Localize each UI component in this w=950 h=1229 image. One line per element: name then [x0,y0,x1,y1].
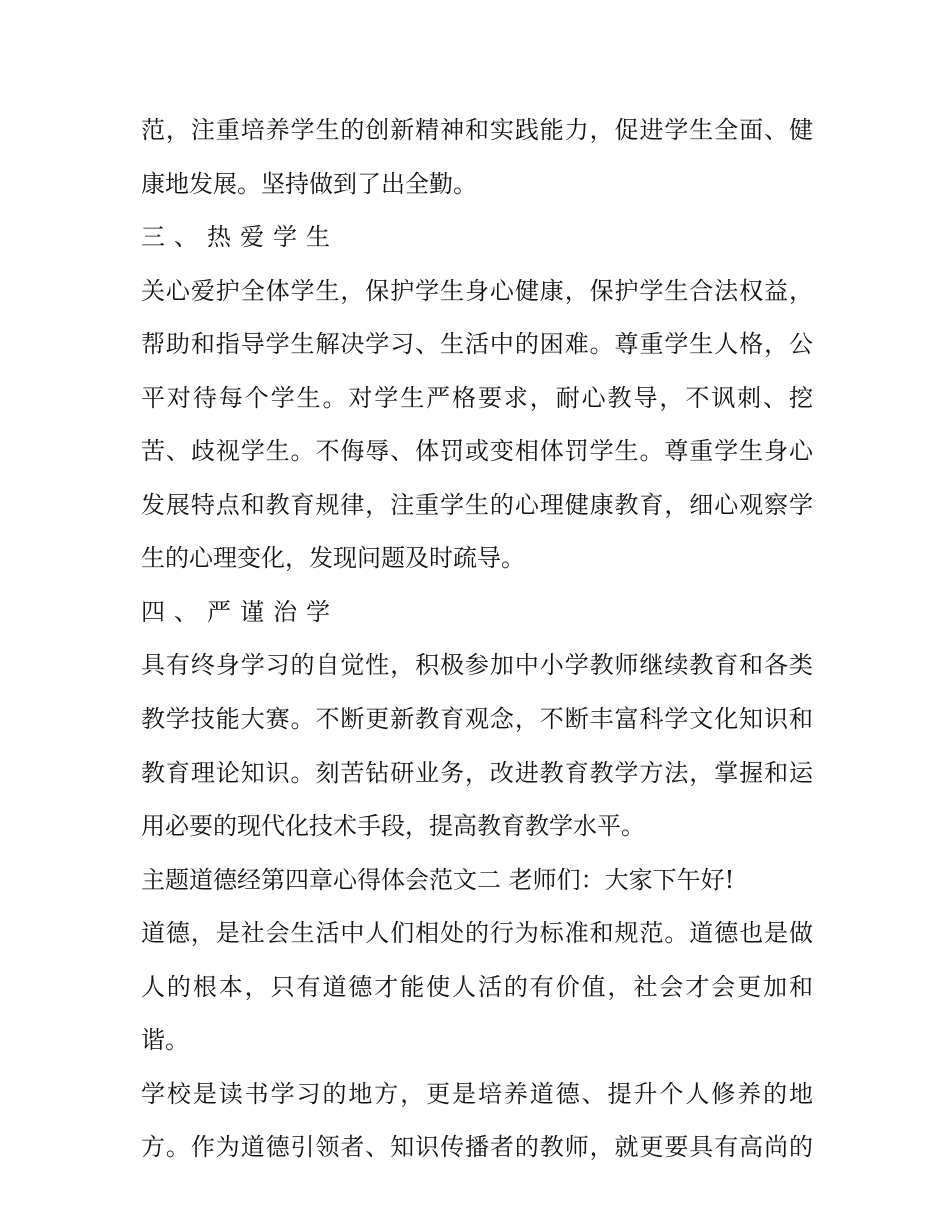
body-line: 关心爱护全体学生，保护学生身心健康，保护学生合法权益， [141,276,813,305]
body-line: 范，注重培养学生的创新精神和实践能力，促进学生全面、健 [141,116,813,144]
body-line: 具有终身学习的自觉性，积极参加中小学教师继续教育和各类 [141,651,813,680]
body-line: 教育理论知识。刻苦钻研业务，改进教育教学方法，掌握和运 [141,758,813,787]
document-body [141,108,813,1179]
body-line: 生的心理变化，发现问题及时疏导。 [141,544,525,573]
body-line: 学校是读书学习的地方，更是培养道德、提升个人修养的地 [141,1079,813,1108]
body-line: 道德，是社会生活中人们相处的行为标准和规范。道德也是做 [141,919,813,948]
body-line: 用必要的现代化技术手段，提高教育教学水平。 [141,812,645,841]
article-title-line: 主题道德经第四章心得体会范文二 老师们：大家下午好! [141,865,735,894]
section-heading: 四、严谨治学 [141,597,339,626]
body-line: 帮助和指导学生解决学习、生活中的困难。尊重学生人格，公 [141,330,813,359]
body-line: 苦、歧视学生。不侮辱、体罚或变相体罚学生。尊重学生身心 [141,437,813,466]
body-line: 谐。 [141,1026,189,1055]
section-heading: 三、热爱学生 [141,223,339,252]
body-line: 人的根本，只有道德才能使人活的有价值，社会才会更加和 [141,972,813,1001]
body-line: 教学技能大赛。不断更新教育观念，不断丰富科学文化知识和 [141,705,813,734]
body-line: 康地发展。坚持做到了出全勤。 [141,169,477,198]
body-line: 方。作为道德引领者、知识传播者的教师，就更要具有高尚的 [141,1133,813,1162]
body-line: 发展特点和教育规律，注重学生的心理健康教育，细心观察学 [141,490,813,519]
body-line: 平对待每个学生。对学生严格要求，耐心教导，不讽刺、挖 [141,383,813,412]
